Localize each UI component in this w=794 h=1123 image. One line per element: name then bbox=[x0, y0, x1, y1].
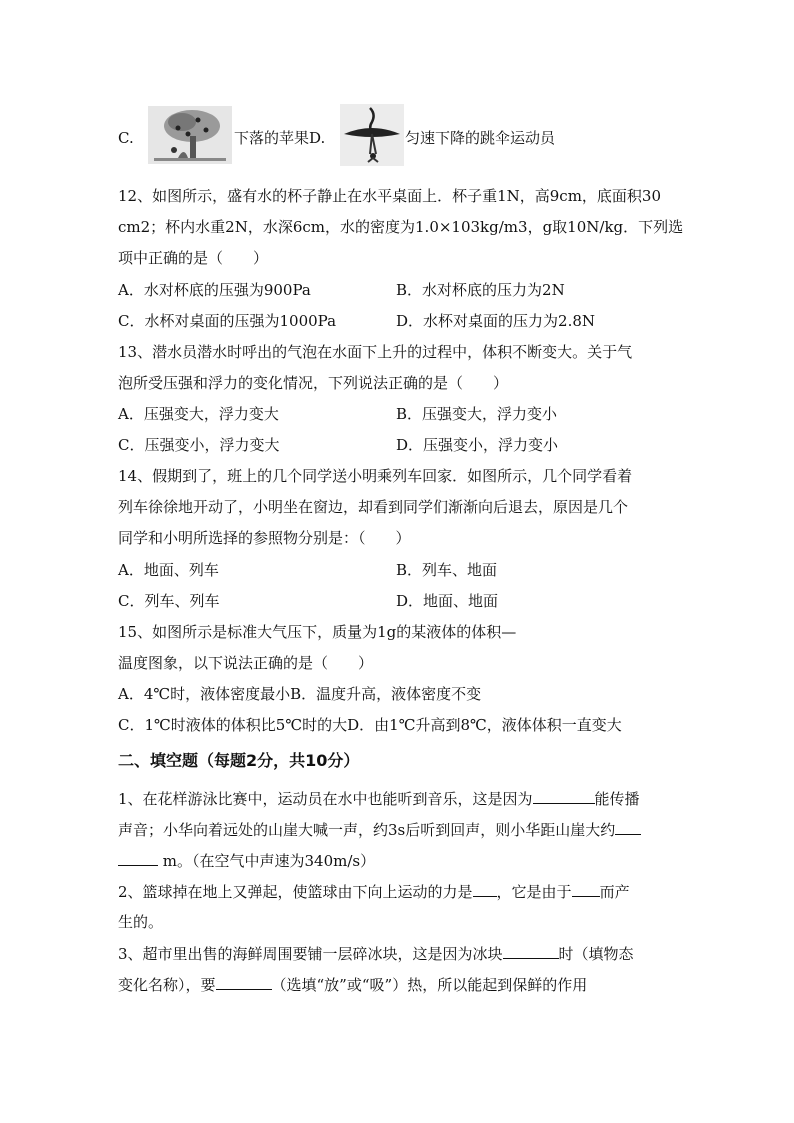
fill-2-line-1 bbox=[118, 881, 678, 902]
fill-1-line-1 bbox=[118, 788, 678, 809]
q13-stem-line-2: 泡所受压强和浮力的变化情况，下列说法正确的是（ ） bbox=[118, 374, 509, 392]
q12-stem-line-3: 项中正确的是（ ） bbox=[118, 249, 269, 267]
fill-1-blank-2a[interactable] bbox=[615, 819, 641, 835]
q12-option-b: B．水对杯底的压力为2N bbox=[396, 281, 565, 299]
q12-option-a: A．水对杯底的压强为900Pa bbox=[118, 281, 311, 299]
fill-3-text-c: 变化名称），要 bbox=[118, 976, 216, 994]
apple-tree-picture bbox=[148, 106, 232, 164]
q13-option-d: D．压强变小，浮力变小 bbox=[396, 436, 559, 454]
q14-option-d: D．地面、地面 bbox=[396, 592, 499, 610]
section-2-title: 二、填空题（每题2分，共10分） bbox=[118, 751, 360, 770]
q13-stem-line-1: 13、潜水员潜水时呼出的气泡在水面下上升的过程中，体积不断变大。关于气 bbox=[118, 343, 633, 361]
fill-3-text-a: 3、超市里出售的海鲜周围要铺一层碎冰块，这是因为冰块 bbox=[118, 945, 503, 963]
fill-3-line-2 bbox=[118, 974, 678, 995]
q11-option-c-label: C. bbox=[118, 129, 134, 147]
q13-option-b: B．压强变大，浮力变小 bbox=[396, 405, 558, 423]
q12-stem-line-1: 12、如图所示，盛有水的杯子静止在水平桌面上．杯子重1N，高9cm，底面积30 bbox=[118, 187, 662, 205]
fill-1-text-d: m。（在空气中声速为340m/s） bbox=[158, 852, 376, 870]
q15-stem-line-2: 温度图象，以下说法正确的是（ ） bbox=[118, 654, 374, 672]
q14-stem-line-2: 列车徐徐地开动了，小明坐在窗边，却看到同学们渐渐向后退去，原因是几个 bbox=[118, 498, 629, 516]
fill-3-blank-2[interactable] bbox=[216, 974, 272, 990]
q13-option-c: C．压强变小，浮力变大 bbox=[118, 436, 280, 454]
fill-1-line-2 bbox=[118, 819, 678, 840]
q13-option-a: A．压强变大，浮力变大 bbox=[118, 405, 279, 423]
fill-2-text-c: 而产 bbox=[599, 883, 630, 901]
q15-options-cd: C．1℃时液体的体积比5℃时的大D．由1℃升高到8℃，液体体积一直变大 bbox=[118, 716, 622, 734]
q14-option-c: C．列车、列车 bbox=[118, 592, 220, 610]
q14-option-b: B．列车、地面 bbox=[396, 561, 498, 579]
fill-2-blank-2[interactable] bbox=[572, 881, 600, 897]
q15-options-ab: A．4℃时，液体密度最小B．温度升高，液体密度不变 bbox=[118, 685, 482, 703]
fill-3-blank-1[interactable] bbox=[503, 943, 559, 959]
q12-stem-line-2: cm2；杯内水重2N，水深6cm，水的密度为1.0×103kg/m3，g取10N/kg．下列选 bbox=[118, 218, 684, 236]
q15-stem-line-1: 15、如图所示是标准大气压下，质量为1g的某液体的体积— bbox=[118, 623, 517, 641]
q14-option-a: A．地面、列车 bbox=[118, 561, 219, 579]
parachutist-picture bbox=[340, 104, 404, 166]
fill-1-text-a: 1、在花样游泳比赛中，运动员在水中也能听到音乐，这是因为 bbox=[118, 790, 533, 808]
apple-tree-illustration bbox=[148, 106, 232, 164]
fill-2-text-a: 2、篮球掉在地上又弹起，使篮球由下向上运动的力是 bbox=[118, 883, 473, 901]
fill-1-blank-2b[interactable] bbox=[118, 850, 158, 866]
fill-2-blank-1[interactable] bbox=[473, 881, 497, 897]
fill-3-line-1 bbox=[118, 943, 678, 964]
fill-1-blank-1[interactable] bbox=[533, 788, 595, 804]
fill-1-line-3 bbox=[118, 850, 678, 871]
fill-2-text-b: ，它是由于 bbox=[496, 883, 572, 901]
q11-option-d-text: 匀速下降的跳伞运动员 bbox=[405, 129, 556, 147]
q11-option-c-text: 下落的苹果D. bbox=[234, 129, 326, 147]
fill-2-line-2: 生的。 bbox=[118, 913, 164, 931]
q14-stem-line-1: 14、假期到了，班上的几个同学送小明乘列车回家．如图所示，几个同学看着 bbox=[118, 467, 633, 485]
fill-1-text-b: 能传播 bbox=[594, 790, 640, 808]
q12-option-d: D．水杯对桌面的压力为2.8N bbox=[396, 312, 596, 330]
fill-1-text-c: 声音；小华向着远处的山崖大喊一声，约3s后听到回声，则小华距山崖大约 bbox=[118, 821, 616, 839]
fill-3-text-b: 时（填物态 bbox=[558, 945, 634, 963]
fill-3-text-d: （选填“放”或“吸”）热，所以能起到保鲜的作用 bbox=[271, 976, 588, 994]
q14-stem-line-3: 同学和小明所选择的参照物分别是：（ ） bbox=[118, 529, 411, 547]
parachutist-illustration bbox=[340, 104, 404, 166]
q12-option-c: C．水杯对桌面的压强为1000Pa bbox=[118, 312, 337, 330]
